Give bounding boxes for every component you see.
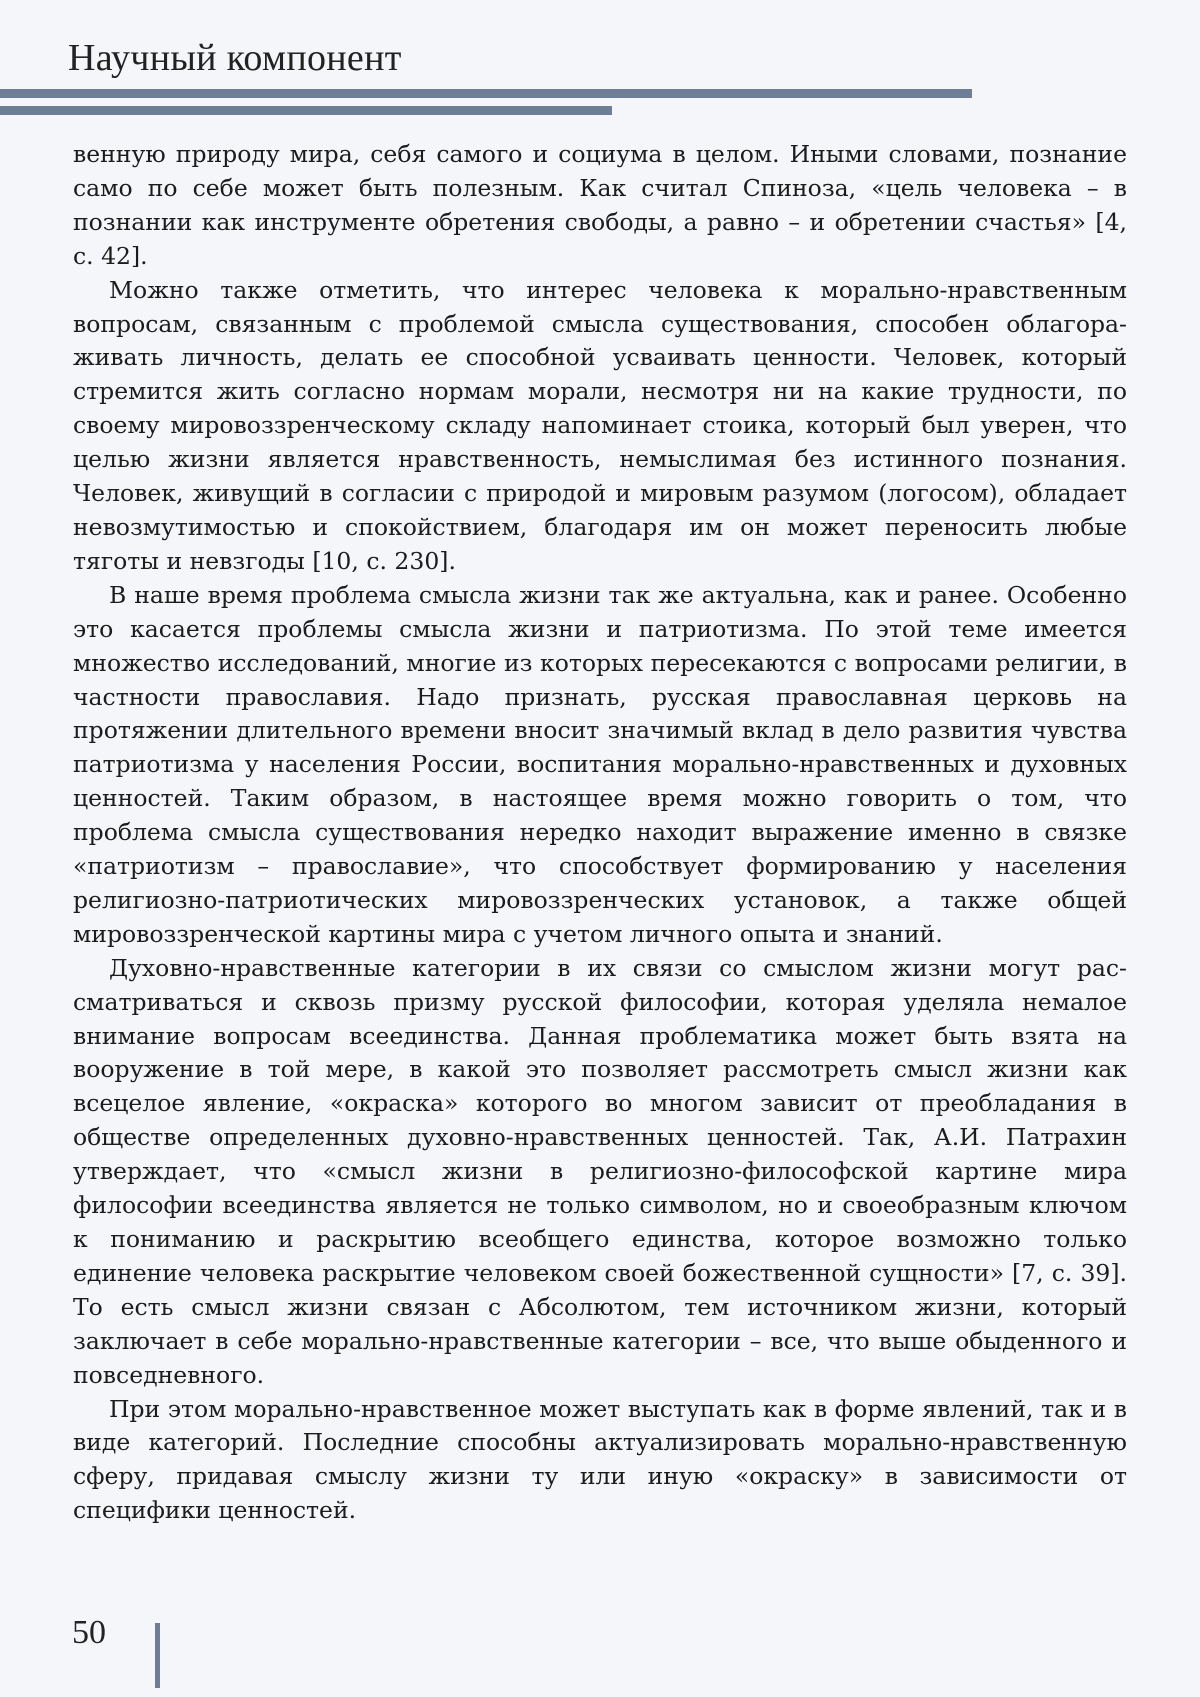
article-body	[73, 138, 1127, 1528]
section-title: Научный компонент	[68, 36, 402, 80]
paragraph: Можно также отметить, что интерес человека к морально-нравственным вопросам, связанным с проблемой смысла существования, способен облагора­живать личность, делать ее способной усваивать ценности. Человек, который стремится жить согласно нормам морали, несмотря ни на какие трудности, по своему мировоззренческому складу напоминает стоика, который был уверен, что целью жизни является нравственность, немыслимая без истинного позна­ния. Человек, живущий в согласии с природой и мировым разумом (логосом), обладает невозмутимостью и спокойствием, благодаря им он может перено­сить любые тяготы и невзгоды [10, с. 230].	[73, 274, 1127, 579]
header-rule-short	[0, 106, 612, 115]
paragraph: Духовно-нравственные категории в их связи со смыслом жизни могут рас­сматриваться и сквозь призму русской философии, которая уделяла немалое внимание вопросам всеединства. Данная проблематика может быть взята на вооружение в той мере, в какой это позволяет рассмотреть смысл жизни как всецелое явление, «окраска» которого во многом зависит от преобладания в обществе определенных духовно-нравственных ценностей. Так, А.И. Патра­хин утверждает, что «смысл жизни в религиозно-философской картине мира философии всеединства является не только символом, но и своеобразным ключом к пониманию и раскрытию всеобщего единства, которое возможно только единение человека раскрытие человеком своей божественной сущно­сти» [7, с. 39]. То есть смысл жизни связан с Абсолютом, тем источником жизни, который заключает в себе морально-нравственные категории – все, что выше обыденного и повседневного.	[73, 952, 1127, 1393]
paragraph: В наше время проблема смысла жизни так же актуальна, как и ранее. Осо­бенно это касается проблемы смысла жизни и патриотизма. По этой теме имеется множество исследований, многие из которых пересекаются с вопро­сами религии, в частности православия. Надо признать, русская православ­ная церковь на протяжении длительного времени вносит значимый вклад в дело развития чувства патриотизма у населения России, воспитания мораль­но-нравственных и духовных ценностей. Таким образом, в настоящее время можно говорить о том, что проблема смысла существования нередко находит выражение именно в связке «патриотизм – православие», что способствует формированию у населения религиозно-патриотических мировоззренческих установок, а также общей мировоззренческой картины мира с учетом лично­го опыта и знаний.	[73, 579, 1127, 952]
paragraph: При этом морально-нравственное может выступать как в форме явлений, так и в виде категорий. Последние способны актуализировать морально-нрав­ственную сферу, придавая смыслу жизни ту или иную «окраску» в зависимо­сти от специфики ценностей.	[73, 1393, 1127, 1529]
page-number-divider	[155, 1623, 160, 1688]
page-number: 50	[72, 1614, 106, 1652]
paragraph-continuation: венную природу мира, себя самого и социума в целом. Иными словами, позна­ние само по себе может быть полезным. Как считал Спиноза, «цель человека – в познании как инструменте обретения свободы, а равно – и обретении сча­стья» [4, с. 42].	[73, 138, 1127, 274]
header-rule-long	[0, 89, 972, 98]
